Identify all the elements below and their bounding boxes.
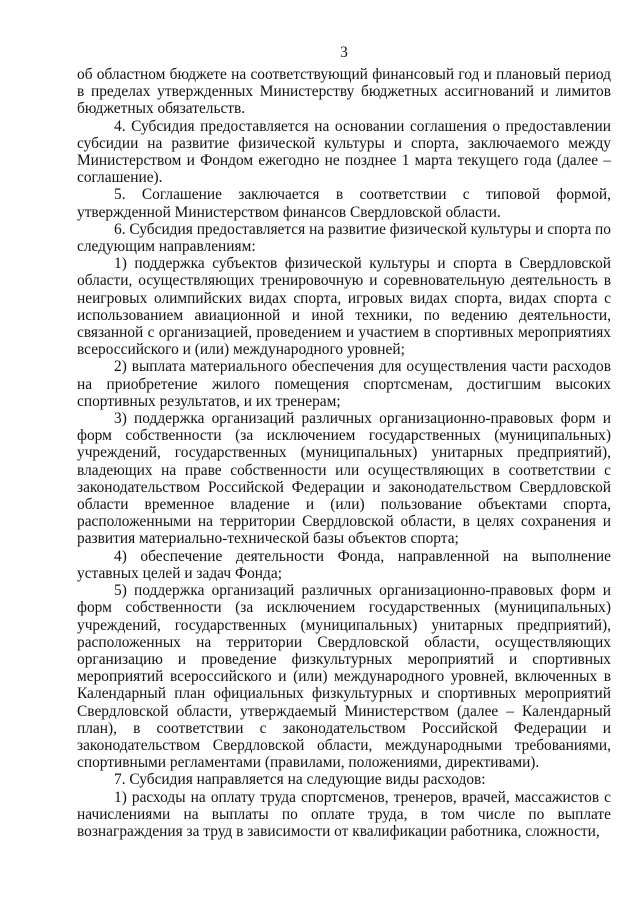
paragraph-clause-6-item-4: 4) обеспечение деятельности Фонда, направленной на выполнение уставных целей и задач Фонда; bbox=[77, 547, 611, 582]
paragraph-clause-6: 6. Субсидия предоставляется на развитие физической культуры и спорта по следующим направлениям: bbox=[77, 220, 611, 256]
paragraph-clause-6-item-1: 1) поддержка субъектов физической культуры и спорта в Свердловской области, осуществляющих тренировочную и соревновательную деятельность в неигровых олимпийских видах спорта, игровых видах спорта, видах спорта с использованием авиационной и иной техники, по ведению деятельности, связанной с организацией, проведением и участием в спортивных мероприятиях всероссийского и (или) международного уровней; bbox=[77, 255, 611, 359]
paragraph-clause-6-item-5: 5) поддержка организаций различных организационно-правовых форм и форм собственности (за исключением государственных (муниципальных) учреждений, государственных (муниципальных) унитарных предприятий), расположенных на территории Свердловской области, осуществляющих организацию и проведение физкультурных мероприятий и спортивных мероприятий всероссийского и (или) международного уровней, включенных в Календарный план официальных физкультурных и спортивных мероприятий Свердловской области, утверждаемый Министерством (далее – Календарный план), в соответствии с законодательством Российской Федерации и законодательством Свердловской области, международными требованиями, спортивными регламентами (правилами, положениями, директивами). bbox=[77, 582, 611, 772]
page-number: 3 bbox=[340, 44, 348, 61]
paragraph-clause-7-item-1: 1) расходы на оплату труда спортсменов, тренеров, врачей, массажистов с начислениями на выплаты по оплате труда, в том числе по выплате вознаграждения за труд в зависимости от квалификации работника, сложности, bbox=[77, 788, 611, 840]
paragraph-clause-4: 4. Субсидия предоставляется на основании соглашения о предоставлении субсидии на развитие физической культуры и спорта, заключаемого между Министерством и Фондом ежегодно не позднее 1 марта текущего года (далее – соглашение). bbox=[77, 117, 611, 187]
paragraph-clause-6-item-3: 3) поддержка организаций различных организационно-правовых форм и форм собственности (за исключением государственных (муниципальных) учреждений, государственных (муниципальных) унитарных предприятий), владеющих на праве собственности или осуществляющих в соответствии с законодательством Российской Федерации и законодательством Свердловской области временное владение и (или) пользование объектами спорта, расположенными на территории Свердловской области, в целях сохранения и развития материально-технической базы объектов спорта; bbox=[77, 410, 611, 548]
document-body bbox=[77, 66, 611, 840]
paragraph-clause-6-item-2: 2) выплата материального обеспечения для осуществления части расходов на приобретение жилого помещения спортсменам, достигшим высоких спортивных результатов, и их тренерам; bbox=[77, 358, 611, 410]
paragraph-continuation: об областном бюджете на соответствующий финансовый год и плановый период в пределах утвержденных Министерству бюджетных ассигнований и лимитов бюджетных обязательств. bbox=[77, 66, 611, 118]
paragraph-clause-7: 7. Субсидия направляется на следующие виды расходов: bbox=[114, 771, 486, 789]
paragraph-clause-5: 5. Соглашение заключается в соответствии с типовой формой, утвержденной Министерством финансов Свердловской области. bbox=[77, 186, 611, 221]
